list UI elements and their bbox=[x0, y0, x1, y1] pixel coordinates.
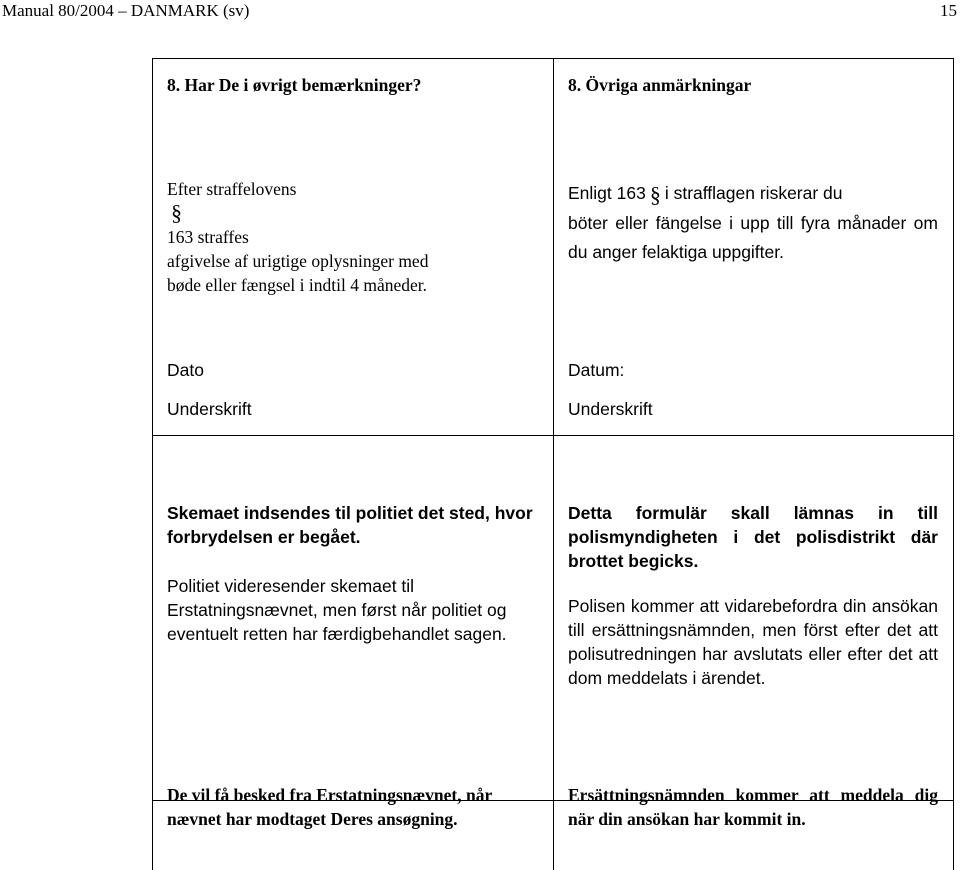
date-label-sv: Datum: bbox=[568, 360, 625, 380]
submission-da-bold: Skemaet indsendes til politiet det sted, hvor forbrydelsen er begået. bbox=[167, 503, 533, 547]
notice-da: De vil få besked fra Erstatningsnævnet, når nævnet har modtaget Deres ansøgning. bbox=[167, 785, 492, 829]
remarks-heading-sv: 8. Övriga anmärkningar bbox=[568, 75, 752, 95]
penalty-da-line: afgivelse af urigtige oplysninger med bbox=[167, 251, 429, 271]
page-header bbox=[0, 0, 960, 26]
signature-label-da: Underskrift bbox=[167, 399, 252, 419]
page-number: 15 bbox=[940, 1, 957, 20]
penalty-da-line: Efter straffelovens bbox=[167, 179, 297, 199]
table-border-right bbox=[953, 58, 954, 870]
section-symbol: § bbox=[649, 182, 661, 207]
submission-da-text: Politiet videresender skemaet til Erstatningsnævnet, men først når politiet og eventuelt retten har færdigbehandlet sagen. bbox=[167, 576, 507, 644]
row-divider bbox=[152, 435, 954, 436]
section-symbol: § bbox=[171, 200, 182, 225]
notice-sv: Ersättningsnämnden kommer att meddela dig när din ansökan har kommit in. bbox=[568, 785, 938, 829]
table-border-left bbox=[152, 58, 153, 870]
penalty-da-line: bøde eller fængsel i indtil 4 måneder. bbox=[167, 275, 428, 295]
submission-da bbox=[167, 501, 542, 646]
submission-sv-text: Polisen kommer att vidarebefordra din ansökan till ersättningsnämnden, men först efter det att polisutredningen har avslutats eller efter det att dom meddelats i ärendet. bbox=[568, 596, 938, 688]
penalty-da-line: 163 straffes bbox=[167, 227, 249, 247]
remarks-heading-da: 8. Har De i øvrigt bemærkninger? bbox=[167, 75, 422, 95]
table-border-top bbox=[152, 58, 954, 59]
document-title: Manual 80/2004 – DANMARK (sv) bbox=[2, 1, 250, 20]
penalty-notice-sv bbox=[568, 179, 938, 267]
bilingual-form-table bbox=[152, 58, 954, 870]
penalty-sv-text: böter eller fängelse i upp till fyra månader om du anger felaktiga uppgifter. bbox=[568, 213, 938, 262]
signature-label-sv: Underskrift bbox=[568, 399, 653, 419]
date-label-da: Dato bbox=[167, 360, 204, 380]
penalty-sv-line: i strafflagen riskerar du bbox=[664, 183, 843, 203]
penalty-notice-da bbox=[167, 177, 542, 297]
submission-sv bbox=[568, 501, 938, 690]
penalty-sv-line: Enligt 163 bbox=[568, 183, 646, 203]
table-border-middle bbox=[553, 58, 554, 870]
submission-sv-bold: Detta formulär skall lämnas in till polismyndigheten i det polisdistrikt där brottet begicks. bbox=[568, 503, 938, 571]
